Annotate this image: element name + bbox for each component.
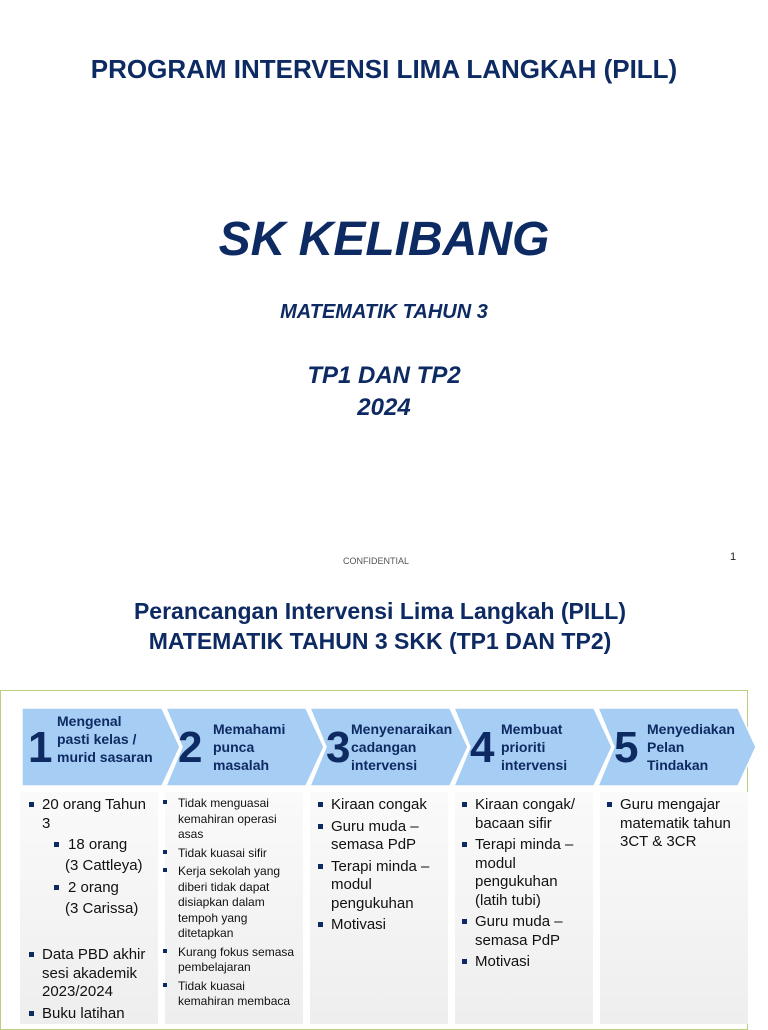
step-5-chevron xyxy=(598,708,756,786)
step-label: Memahami punca masalah xyxy=(213,721,286,773)
step-3-chevron xyxy=(310,708,468,786)
slide2-title-line2: MATEMATIK TAHUN 3 SKK (TP1 DAN TP2) xyxy=(148,628,612,654)
list-item: Buku latihan xyxy=(28,1005,156,1024)
list-item: Data PBD akhir sesi akademik 2023/2024 xyxy=(28,946,156,1002)
slide1-title: PROGRAM INTERVENSI LIMA LANGKAH (PILL) xyxy=(90,54,678,84)
list-note: (3 Cattleya) xyxy=(65,856,143,874)
list-item: Kurang fokus semasa pembelajaran xyxy=(162,945,302,976)
list-item: Guru muda – semasa PdP xyxy=(317,818,442,855)
list-item: Terapi minda – modul pengukuhan (latih tubi) xyxy=(461,836,586,910)
column-2-list xyxy=(162,796,302,1013)
slide2-title-line1: Perancangan Intervensi Lima Langkah (PILL) xyxy=(133,598,627,624)
step-label: Menyenaraikan cadangan intervensi xyxy=(351,721,453,773)
page-number: 1 xyxy=(730,551,737,563)
step-2-chevron xyxy=(166,708,324,786)
list-item: Motivasi xyxy=(317,916,442,935)
tp-heading xyxy=(0,360,768,424)
step-label: Menyediakan Pelan Tindakan xyxy=(647,721,735,773)
step-1-chevron xyxy=(22,708,180,786)
step-number: 2 xyxy=(178,723,203,772)
column-4-list xyxy=(461,796,586,975)
list-item: Guru muda – semasa PdP xyxy=(461,913,586,950)
list-item: 20 orang Tahun 3 xyxy=(28,796,156,833)
list-item: Kiraan congak xyxy=(317,796,442,815)
list-subitem: 18 orang xyxy=(28,836,156,855)
column-5-list xyxy=(606,796,746,855)
list-item: Kiraan congak/ bacaan sifir xyxy=(461,796,586,833)
list-item: Tidak kuasai kemahiran membaca xyxy=(162,979,302,1010)
step-number: 1 xyxy=(28,723,53,772)
step-label: Mengenal pasti kelas / murid sasaran xyxy=(57,713,153,765)
step-number: 4 xyxy=(470,723,495,772)
step-number: 3 xyxy=(326,723,351,772)
confidential-label: CONFIDENTIAL xyxy=(342,556,409,566)
list-item: Guru mengajar matematik tahun 3CT & 3CR xyxy=(606,796,746,852)
slide2-title xyxy=(0,596,760,656)
tp-line: TP1 DAN TP2 xyxy=(307,362,461,389)
school-name: SK KELIBANG xyxy=(218,213,550,266)
step-label: Membuat prioriti intervensi xyxy=(501,721,568,773)
column-1-list xyxy=(28,796,156,1026)
year-line: 2024 xyxy=(357,394,411,421)
column-3-list xyxy=(317,796,442,938)
list-note: (3 Carissa) xyxy=(65,899,139,917)
list-item: Terapi minda – modul pengukuhan xyxy=(317,858,442,914)
list-item: Kerja sekolah yang diberi tidak dapat disiapkan dalam tempoh yang ditetapkan xyxy=(162,864,302,942)
step-number: 5 xyxy=(614,723,639,772)
list-item: Tidak kuasai sifir xyxy=(162,846,302,862)
step-4-chevron xyxy=(454,708,612,786)
subject-heading: MATEMATIK TAHUN 3 xyxy=(280,301,488,323)
list-subitem: 2 orang xyxy=(28,879,156,898)
list-item: Tidak menguasai kemahiran operasi asas xyxy=(162,796,302,843)
list-item: Motivasi xyxy=(461,953,586,972)
